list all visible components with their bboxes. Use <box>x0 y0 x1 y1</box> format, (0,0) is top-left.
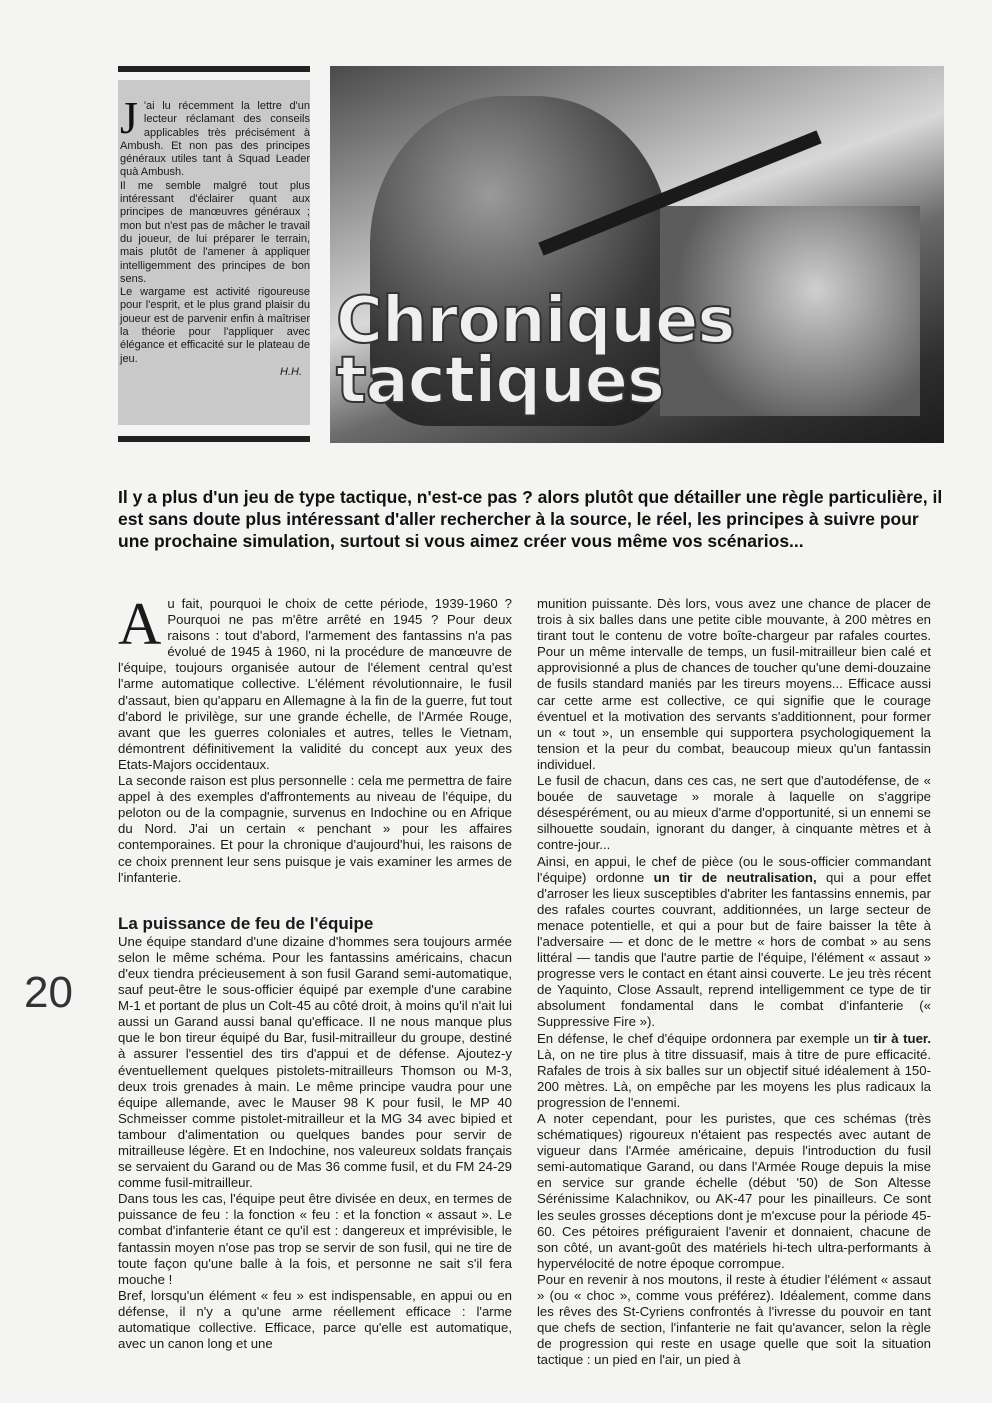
article-title-line2: tactiques <box>336 344 665 418</box>
body-paragraph <box>537 1031 931 1111</box>
header-photo <box>330 66 944 443</box>
intro-dropcap: J <box>120 92 138 143</box>
body-paragraph <box>537 854 931 1031</box>
left-column <box>118 591 512 1352</box>
body-paragraph: La seconde raison est plus personnelle : cela me permettra de faire appel à des exemples d'affrontements au niveau de l'équipe, du peloton ou de la compagnie, survenus en Indochine ou en Afrique du Nord. J'ai un certain « penchant » pour les affaires contemporaines. Et pour la chronique d'aujourd'hui, les raisons de ce choix prennent leur sens puisque je vais examiner les armes de l'infanterie. <box>118 773 512 885</box>
body-paragraph: Le fusil de chacun, dans ces cas, ne sert que d'autodéfense, de « bouée de sauvetage » morale à laquelle on s'aggripe désespérément, ou au mieux d'arme d'opportunité, si un ennemi se silhouette soudain, ignorant du danger, à cinquante mètres et à contre-jour... <box>537 773 931 853</box>
body-paragraph: munition puissante. Dès lors, vous avez une chance de placer de trois à six balles dans une petite cible mouvante, à 200 mètres en tirant tout le contenu de votre boîte-chargeur par rafales courtes. Pour un même intervalle de temps, un fusil-mitrailleur bien calé et approvisionné a plus de chances de toucher qu'une demi-douzaine de fusils standard maniés par les tireurs moyens... Efficace aussi car cette arme est collective, ce qui signifie que le courage éventuel et la motivation des servants s'additionnent, pour former un « tout », un ensemble qui supportera psychologiquement la tension et la peur du combat, beaucoup mieux qu'un fantassin individuel. <box>537 596 931 772</box>
dropcap: A <box>118 591 162 657</box>
intro-text <box>120 92 310 379</box>
body-paragraph: A noter cependant, pour les puristes, que ces schémas (très schématiques) rigoureux n'étaient pas respectés avec autant de vigueur dans l'Armée américaine, depuis l'introduction du fusil semi-automatique Garand, ou dans l'Armée Rouge depuis la mise en service sur grande échelle (début '50) de Son Altesse Sérénissime Kalachnikov, ou AK-47 pour les pinailleurs. Ce sont les seules grosses déceptions dont je m'excuse pour la période 45-60. Ces pétoires préfiguraient l'avenir et donnaient, chacune de son côté, un avant-goût des matériels hi-tech ultra-performants à hypervélocité de notre époque corrompue. <box>537 1111 931 1271</box>
text-run: Ainsi, en appui, le chef de pièce (ou le sous-officier commandant l'équipe) ordonne <box>537 853 931 885</box>
body-paragraph: Bref, lorsqu'un élément « feu » est indispensable, en appui ou en défense, il n'y a qu'une arme réellement efficace : l'arme automatique collective. Efficace, parce qu'elle est automatique, avec un canon long et une <box>118 1287 512 1352</box>
body-paragraph: Une équipe standard d'une dizaine d'hommes sera toujours armée selon le même schéma. Pour les fantassins américains, chacun d'eux tiendra précieusement à son fusil Garand semi-automatique, sauf peut-être le sous-officier équipé par exemple d'une carabine M-1 et portant de plus un Colt-45 au côté droit, à moins qu'il n'ait lui aussi un Garand aussi banal qu'efficace. Il ne nous manque plus que le bon tireur équipé du Bar, fusil-mitrailleur du groupe, destiné à assurer l'essentiel des tirs d'appui et de défense. Ajoutez-y éventuellement quelques pistolets-mitrailleurs Thomson ou M-3, deux trois grenades à main. Le même principe vaudra pour une équipe allemande, avec le Mauser 98 K pour fusil, le MP 40 Schmeisser comme pistolet-mitrailleur et la MG 34 avec bipied et tambour d'alimentation ou quelques bandes pour servir de mitrailleuse légère. Et en Indochine, nos valeureux soldats français se servaient du Garand ou de Mas 36 comme fusil, et du FM 24-29 comme fusil-mitrailleur. <box>118 933 512 1191</box>
lead-paragraph: Il y a plus d'un jeu de type tactique, n'est-ce pas ? alors plutôt que détailler une règle particulière, il est sans doute plus intéressant d'aller rechercher à la source, le réel, les principes à suivre pour une prochaine simulation, surtout si vous aimez créer vous même vos scénarios... <box>118 487 943 551</box>
bold-term: tir à tuer. <box>873 1030 931 1046</box>
bottom-rule <box>118 436 310 442</box>
right-column <box>537 596 931 1369</box>
text-run: qui a pour effet d'arroser les lieux susceptibles d'abriter les fantassins ennemis, par des rafales courtes couvrant, additionnées, un large secteur de menace potentielle, et qui a pour but de faire baisser la tête à l'adversaire — et donc de le mettre « hors de combat » au sens littéral — tandis que l'autre partie de l'équipe, l'élément « assaut » progresse vers le contact en étant ainsi couverte. Le jeu très récent de Yaquinto, Close Assault, reprend intelligemment ce type de tir absolument fondamental dans le combat d'infanterie (« Suppressive Fire »). <box>537 869 931 1030</box>
article-title-line1: Chroniques <box>336 284 735 358</box>
intro-paragraph: 'ai lu récemment la lettre d'un lecteur réclamant des conseils applicables très précisément à Ambush. Et non pas des principes généraux utiles tant à Squad Leader quà Ambush. <box>120 100 310 179</box>
body-paragraph: Dans tous les cas, l'équipe peut être divisée en deux, en termes de puissance de feu : la fonction « feu : et la fonction « assaut ». Le combat d'infanterie étant ce qu'il est : dangereux et imprévisible, le fantassin moyen n'ose pas trop se servir de son fusil, qui ne tire de toute façon qu'une balle à la fois, et personne ne sait s'il fera mouche ! <box>118 1191 512 1287</box>
intro-signature: H.H. <box>280 365 302 378</box>
intro-paragraph: Il me semble malgré tout plus intéressant d'éclairer quant aux principes de manœuvres généraux ; mon but n'est pas de mâcher le travail du joueur, de lui préparer le terrain, mais plutôt de l'amener à appliquer intelligemment des principes de bon sens. <box>120 179 310 285</box>
top-rule <box>118 66 310 72</box>
photo-credit: D R <box>928 78 938 94</box>
body-paragraph: Pour en revenir à nos moutons, il reste à étudier l'élément « assaut » (ou « choc », comme vous préférez). Idéalement, comme dans les rêves des St-Cyriens confrontés à l'ivresse du pouvoir en tant que chefs de section, l'infanterie ne fait qu'avancer, selon la règle de progression qui reste en usage quelle que soit la situation tactique : un pied en l'air, un pied à <box>537 1271 931 1368</box>
page-number: 20 <box>24 968 73 1017</box>
text-run: Là, on ne tire plus à titre dissuasif, mais à titre de pure efficacité. Rafales de trois à six balles sur un objectif situé idéalement à 150-200 mètres. Là, on empêche par les moyens les plus radicaux la progression de l'ennemi. <box>537 1046 931 1110</box>
text-run: En défense, le chef d'équipe ordonnera par exemple un <box>537 1030 874 1046</box>
body-paragraph: u fait, pourquoi le choix de cette période, 1939-1960 ? Pourquoi ne pas m'être arrêté en 1945 ? Pour deux raisons : tout d'abord, l'armement des fantassins n'a pas évolué de 1945 à 1960, ni la procédure de manœuvre de l'équipe, toujours organisée autour de l'élement central qu'est l'arme automatique collective. L'élément révolutionnaire, le fusil d'assaut, bien qu'apparu en Allemagne à la fin de la guerre, fut tout d'abord le privilège, sur une grande échelle, de l'Armée Rouge, avant que les guerres coloniales et autres, telles le Vietnam, démontrent définitivement la validité du concept aux yeux des Etats-Majors occidentaux. <box>118 596 512 772</box>
article-title <box>336 284 735 418</box>
section-heading: La puissance de feu de l'équipe <box>118 913 374 933</box>
bold-term: un tir de neutralisation, <box>653 869 817 885</box>
intro-paragraph: Le wargame est activité rigoureuse pour l'esprit, et le plus grand plaisir du joueur est de parvenir enfin à maîtriser la théorie pour l'appliquer avec élégance et efficacité sur le plateau de jeu. <box>120 286 310 365</box>
